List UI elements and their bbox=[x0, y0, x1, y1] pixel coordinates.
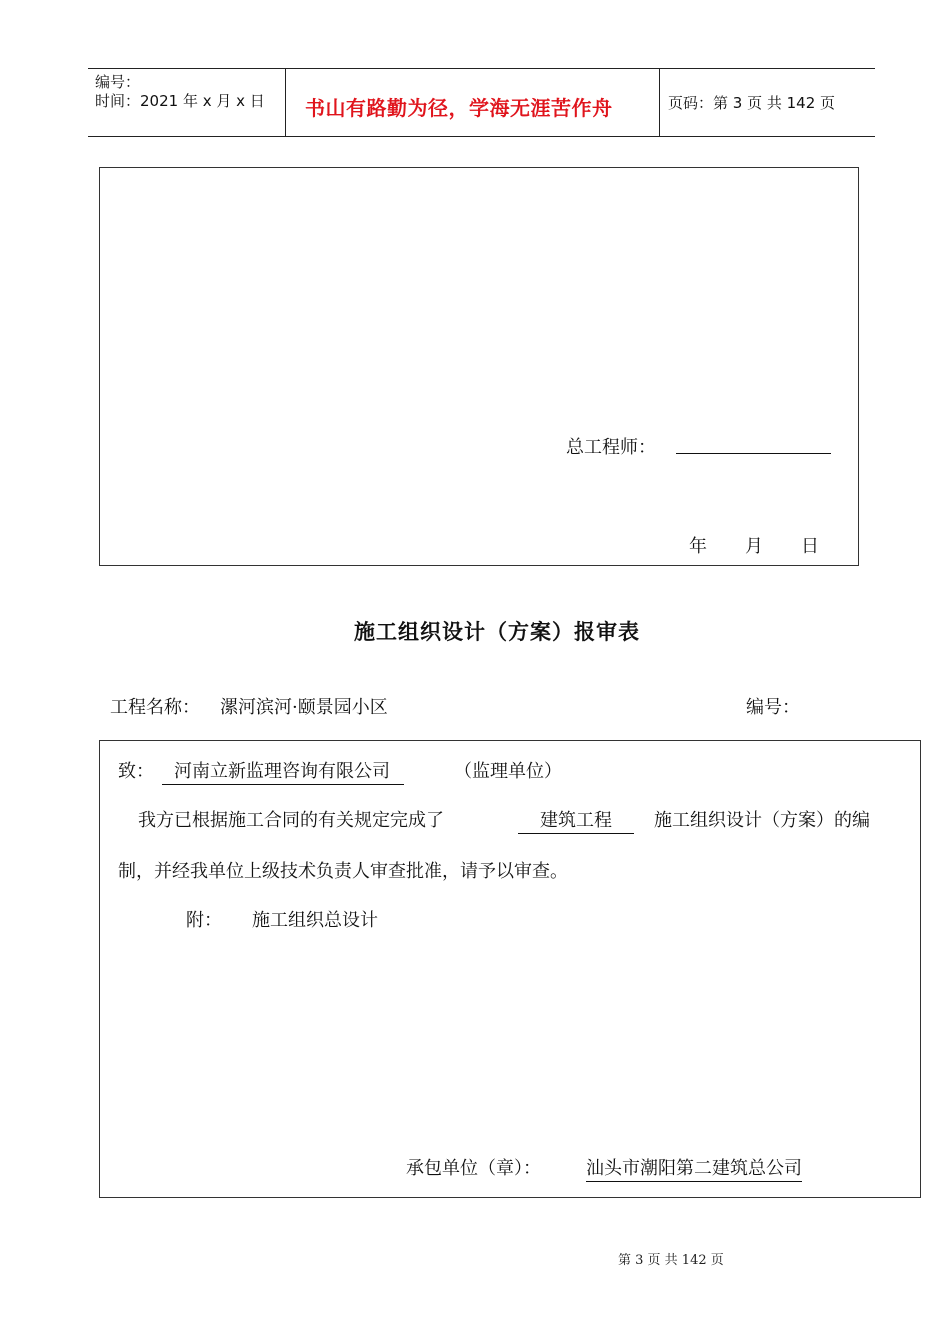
page-footer: 第 3 页 共 142 页 bbox=[618, 1253, 724, 1268]
contractor-label: 承包单位（章）： bbox=[406, 1158, 541, 1179]
project-name: 漯河滨河·颐景园小区 bbox=[220, 697, 388, 718]
date-year: 年 bbox=[689, 536, 707, 557]
chief-engineer-signature-line bbox=[676, 453, 831, 454]
header-divider-right bbox=[659, 68, 660, 137]
supervision-unit-suffix: （监理单位） bbox=[454, 761, 562, 782]
header-motto: 书山有路勤为径，学海无涯苦作舟 bbox=[305, 96, 613, 120]
form-title: 施工组织设计（方案）报审表 bbox=[354, 619, 640, 644]
contractor-name: 汕头市潮阳第二建筑总公司 bbox=[586, 1154, 802, 1182]
header-page-info: 页码：第 3 页 共 142 页 bbox=[668, 94, 836, 112]
to-label: 致： bbox=[118, 761, 154, 782]
supervision-unit: 河南立新监理咨询有限公司 bbox=[162, 757, 404, 785]
project-name-label: 工程名称： bbox=[110, 697, 200, 718]
body-text-start: 我方已根据施工合同的有关规定完成了 bbox=[138, 810, 444, 831]
date-day: 日 bbox=[801, 536, 819, 557]
header-number-label: 编号： bbox=[95, 73, 141, 91]
header-divider-left bbox=[285, 68, 286, 137]
project-type-fill: 建筑工程 bbox=[518, 806, 634, 834]
chief-engineer-label: 总工程师： bbox=[566, 437, 656, 458]
body-text-end: 施工组织设计（方案）的编 bbox=[654, 810, 870, 831]
body-text-line2: 制，并经我单位上级技术负责人审查批准，请予以审查。 bbox=[118, 861, 568, 882]
date-month: 月 bbox=[745, 536, 763, 557]
attachment-label: 附： bbox=[186, 910, 222, 931]
header-bottom-rule bbox=[88, 136, 875, 137]
attachment-value: 施工组织总设计 bbox=[252, 910, 378, 931]
header-top-rule bbox=[88, 68, 875, 69]
form-number-label: 编号： bbox=[746, 697, 800, 718]
chief-engineer-box bbox=[99, 167, 859, 566]
header-time: 时间：2021 年 x 月 x 日 bbox=[95, 92, 265, 110]
